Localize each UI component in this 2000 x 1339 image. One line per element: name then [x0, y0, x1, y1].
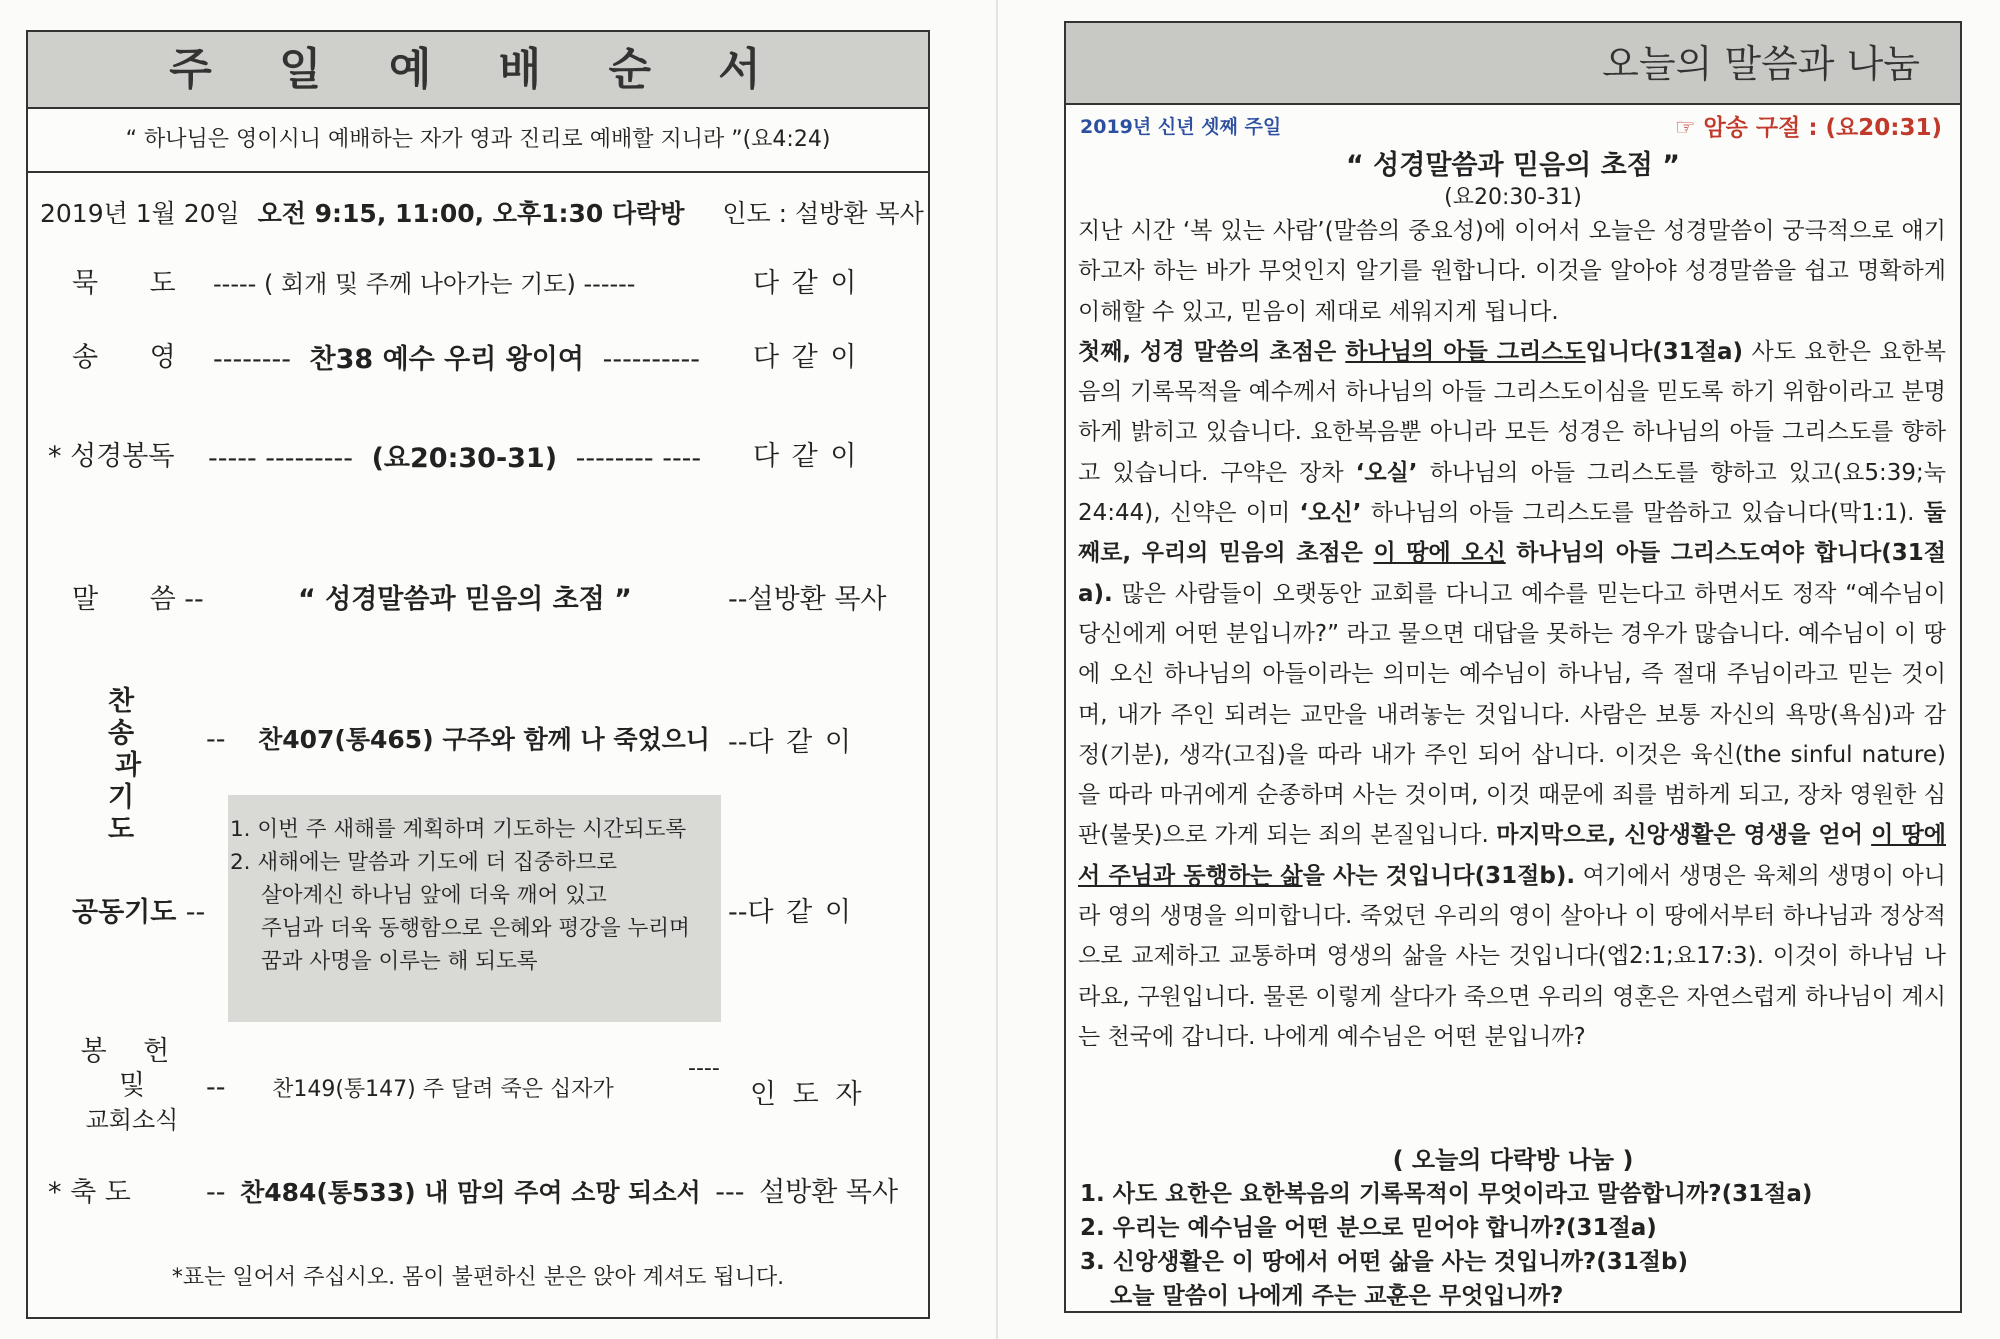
- sharing-question: 3. 신앙생활은 이 땅에서 어떤 삶을 사는 것입니까?(31절b): [1080, 1249, 1688, 1275]
- paragraph-main: [1078, 332, 1946, 1057]
- common-prayer-box: [228, 795, 721, 1022]
- point-one-ref: 입니다(31절a): [1585, 338, 1744, 365]
- order-by: 인 도 자: [750, 1079, 866, 1110]
- point-three-ref: 을 사는 것입니다(31절b).: [1302, 862, 1576, 889]
- body-text: 하나님의 아들 그리스도를 향하고 있고(요5:39;눅24:44), 신약은 이미: [1078, 459, 1946, 527]
- order-by: [728, 890, 853, 929]
- sermon-reference: (요20:30-31): [1444, 185, 1582, 210]
- order-content: [206, 1072, 614, 1103]
- label-text: 말 씀: [72, 584, 176, 615]
- dash: ----: [688, 1056, 720, 1081]
- order-label: 묵 도: [72, 268, 176, 299]
- service-info: [40, 194, 924, 230]
- emphasis: ‘오신’: [1299, 500, 1362, 527]
- order-text: (요20:30-31): [371, 443, 558, 474]
- point-three-key: 이 땅에서 주님과 동행하는 삶: [1078, 822, 1946, 889]
- order-by: 다 같 이: [753, 268, 859, 299]
- point-two: 둘째로, 우리의 믿음의 초점은: [1078, 500, 1946, 567]
- order-label: * 성경봉독: [48, 441, 175, 472]
- dash: --: [185, 897, 206, 928]
- dash: ----- ---------: [208, 443, 353, 474]
- order-text: 찬149(통147) 주 달려 죽은 십자가: [272, 1077, 614, 1102]
- order-by: [728, 720, 853, 759]
- dash: ------: [583, 270, 636, 298]
- order-by: [728, 577, 887, 616]
- point-three: 마지막으로, 신앙생활은 영생을 얻어: [1496, 822, 1872, 849]
- order-text: 찬407(통465) 구주와 함께 나 죽었으니: [258, 725, 710, 754]
- order-label: 송 영: [72, 342, 176, 373]
- preacher: 설방환 목사: [747, 584, 887, 615]
- prayer-item: 주님과 더욱 동행함으로 은혜와 평강을 누리며: [261, 916, 690, 941]
- order-by-text: 다 같 이: [747, 727, 853, 758]
- sermon-title: “ 성경말씀과 믿음의 초점 ”: [1346, 150, 1680, 181]
- order-label: * 축 도: [48, 1177, 131, 1208]
- body-text: 하나님의 아들 그리스도를 말씀하고 있습니다(막1:1).: [1361, 500, 1924, 527]
- dash: --: [206, 724, 226, 755]
- theme-verse: “ 하나님은 영이시니 예배하는 자가 영과 진리로 예배할 지니라 ”(요4:24): [28, 109, 928, 173]
- order-label: [72, 890, 205, 929]
- order-label: [72, 577, 204, 616]
- order-by: 다 같 이: [753, 342, 859, 373]
- order-label: 찬 송 과 기 도: [107, 686, 149, 845]
- order-text: ( 회개 및 주께 나아가는 기도): [263, 270, 576, 298]
- prayer-item: 꿈과 사명을 이루는 해 되도록: [261, 949, 538, 974]
- body-text: 사도 요한은 요한복음의 기록목적을 예수께서 하나님의 아들 그리스도이심을 믿도록 하기 위함이라고 분명하게 밝히고 있습니다. 요한복음뿐 아니라 모든 성경은 하나님의 아들 그리스도를 향하고 있습니다. 구약은 장차: [1078, 338, 1946, 486]
- body-text: 여기에서 생명은 육체의 생명이 아니라 영의 생명을 의미합니다. 죽었던 우리의 영이 살아나 이 땅에서부터 하나님과 정상적으로 교제하고 교통하며 영생의 삶을 사는 것입니다(엡2:1;요17:3). 이것이 하나님 나라요, 구원입니다. 물론 이렇게 살다가 죽으면 우리의 영혼은 자연스럽게 하나님이 계시는 천국에 갑니다. 나에게 예수님은 어떤 분입니까?: [1078, 862, 1946, 1050]
- worship-order-panel: [26, 30, 930, 1319]
- sharing-question: 1. 사도 요한은 요한복음의 기록목적이 무엇이라고 말씀합니까?(31절a): [1080, 1181, 1813, 1207]
- point-two-key: 이 땅에 오신: [1373, 540, 1506, 567]
- service-times: 오전 9:15, 11:00, 오후1:30 다락방: [257, 199, 685, 228]
- order-content: [213, 264, 635, 299]
- dash: ----------: [602, 344, 701, 375]
- label-text: 공동기도: [72, 897, 177, 928]
- prayer-item: 살아계신 하나님 앞에 더욱 깨어 있고: [261, 883, 607, 908]
- order-label: 봉 헌 및 교회소식: [80, 1036, 184, 1134]
- memory-verse: ☞ 암송 구절 : (요20:31): [1674, 115, 1942, 141]
- point-one-key: 하나님의 아들 그리스도: [1345, 338, 1586, 365]
- prayer-item: 2. 새해에는 말씀과 기도에 더 집중하므로: [230, 850, 617, 875]
- point-one: 첫째, 성경 말씀의 초점은: [1078, 338, 1346, 365]
- order-by: 다 같 이: [753, 441, 859, 472]
- page-fold: [996, 0, 998, 1339]
- emphasis: ‘오실’: [1355, 459, 1418, 486]
- order-text: 찬38 예수 우리 왕이여: [309, 344, 584, 375]
- dash: --: [206, 1177, 226, 1208]
- order-text: 찬484(통533) 내 맘의 주여 소망 되소서: [240, 1178, 701, 1207]
- worship-order-title: 주 일 예 배 순 서: [28, 32, 928, 109]
- dash: -----: [213, 270, 257, 298]
- date-tag: 2019년 신년 셋째 주일: [1080, 116, 1282, 138]
- order-content: [213, 337, 700, 376]
- order-by-text: 다 같 이: [747, 897, 853, 928]
- service-leader: 인도 : 설방환 목사: [722, 199, 924, 228]
- paragraph-intro: 지난 시간 ‘복 있는 사람’(말씀의 중요성)에 이어서 오늘은 성경말씀이 궁극적으로 얘기하고자 하는 바가 무엇인지 알기를 원합니다. 이것을 알아야 성경말씀을 쉽고 명확하게 이해할 수 있고, 믿음이 제대로 세워지게 됩니다.: [1078, 218, 1946, 325]
- sermon-panel: [1064, 21, 1962, 1313]
- dash: --: [206, 1072, 226, 1103]
- order-content: [206, 1170, 898, 1209]
- service-date: 2019년 1월 20일: [40, 199, 240, 228]
- order-content: [206, 720, 710, 756]
- order-by-text: 설방환 목사: [759, 1177, 899, 1208]
- order-content: [208, 436, 701, 475]
- dash: -------- ----: [575, 443, 702, 474]
- order-item: [72, 335, 176, 374]
- footnote: *표는 일어서 주십시오. 몸이 불편하신 분은 앉아 계셔도 됩니다.: [171, 1265, 785, 1290]
- sharing-heading: ( 오늘의 다락방 나눔 ): [1392, 1146, 1634, 1174]
- dash: --: [728, 897, 748, 928]
- prayer-item: 1. 이번 주 새해를 계획하며 기도하는 시간되도록: [230, 817, 687, 842]
- dash: --------: [213, 344, 291, 375]
- body-text: 많은 사람들이 오랫동안 교회를 다니고 예수를 믿는다고 하면서도 정작 “예수님이 당신에게 어떤 분입니까?” 라고 물으면 대답을 못하는 경우가 많습니다. 예수님이 이 땅에 오신 하나님의 아들이라는 의미는 예수님이 하나님, 즉 절대 주님이라고 믿는 것이며, 내가 주인 되려는 교만을 내려놓는 것입니다. 사람은 보통 자신의 욕망(욕심)과 감정(기분), 생각(고집)을 따라 내가 주인 되어 삽니다. 이것은 육신(the sinful nature)을 따라 마귀에게 순종하며 사는 것이며, 이것 때문에 죄를 범하게 되고, 장차 영원한 심판(불못)으로 가게 되는 죄의 본질입니다.: [1078, 580, 1946, 849]
- sermon-body: [1078, 211, 1946, 1057]
- sermon-title: “ 성경말씀과 믿음의 초점 ”: [298, 584, 632, 615]
- dash: ---: [715, 1177, 745, 1208]
- point-two-ref: 하나님의 아들 그리스도여야 합니다(31절a).: [1078, 540, 1946, 607]
- sharing-question: 2. 우리는 예수님을 어떤 분으로 믿어야 합니까?(31절a): [1080, 1215, 1657, 1241]
- order-item: [72, 261, 176, 300]
- sermon-panel-title: 오늘의 말씀과 나눔: [1066, 23, 1960, 105]
- dash: --: [184, 584, 204, 615]
- dash: --: [728, 727, 748, 758]
- sharing-question: 오늘 말씀이 나에게 주는 교훈은 무엇입니까?: [1110, 1283, 1564, 1309]
- dash: --: [728, 584, 748, 615]
